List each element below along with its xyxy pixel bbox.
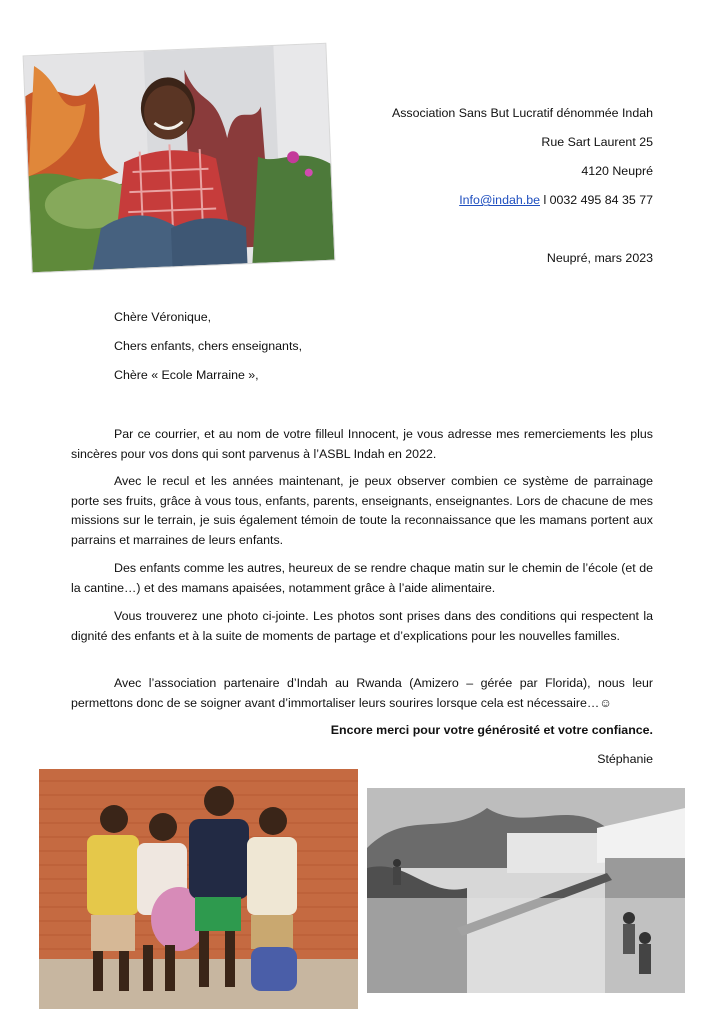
paragraph-sponsorship: Avec le recul et les années maintenant, je peux observer combien ce système de parrainage porte ses fruits, grâce à vous tous, enfants, parents, enseignants, enseignantes. Lors de chacune de mes missions sur le terrain, je suis également témoin de toute la reconnaissance que les mamans portent aux parrains et marraines de leurs enfants. — [71, 474, 653, 547]
paragraph-children: Des enfants comme les autres, heureux de se rendre chaque matin sur le chemin de l’école (et de la cantine…) et des mamans apaisées, notamment grâce à l’aide alimentaire. — [71, 561, 653, 595]
child-portrait-photo — [24, 44, 335, 272]
salutation-school: Chère « Ecole Marraine », — [114, 368, 259, 382]
salutation-veronique: Chère Véronique, — [114, 310, 212, 324]
street-address: Rue Sart Laurent 25 — [541, 135, 653, 149]
organization-name: Association Sans But Lucratif dénommée Indah — [391, 106, 653, 120]
closing-line: Encore merci pour votre générosité et votre confiance. — [330, 723, 653, 737]
paragraph-photos: Vous trouverez une photo ci-jointe. Les photos sont prises dans des conditions qui respectent la dignité des enfants et à la suite de moments de partage et d’explications pour les nouvelles familles. — [71, 609, 653, 643]
contact-line — [459, 193, 653, 207]
letter-date: Neupré, mars 2023 — [546, 251, 653, 265]
postal-city: 4120 Neupré — [581, 164, 653, 178]
school-courtyard-photo — [367, 788, 685, 993]
children-group-photo — [39, 769, 358, 1009]
signature: Stéphanie — [597, 752, 653, 766]
paragraph-thanks: Par ce courrier, et au nom de votre filleul Innocent, je vous adresse mes remerciements les plus sincères pour vos dons qui sont parvenus à l’ASBL Indah en 2022. — [71, 427, 653, 461]
email-link[interactable]: Info@indah.be — [459, 193, 540, 207]
phone-number: l 0032 495 84 35 77 — [543, 193, 653, 207]
salutation-children-teachers: Chers enfants, chers enseignants, — [114, 339, 303, 353]
paragraph-partner: Avec l’association partenaire d’Indah au Rwanda (Amizero – gérée par Florida), nous leur permettons donc de se soigner avant d’immortaliser leurs sourires lorsque cela est nécessaire…☺ — [71, 676, 653, 710]
